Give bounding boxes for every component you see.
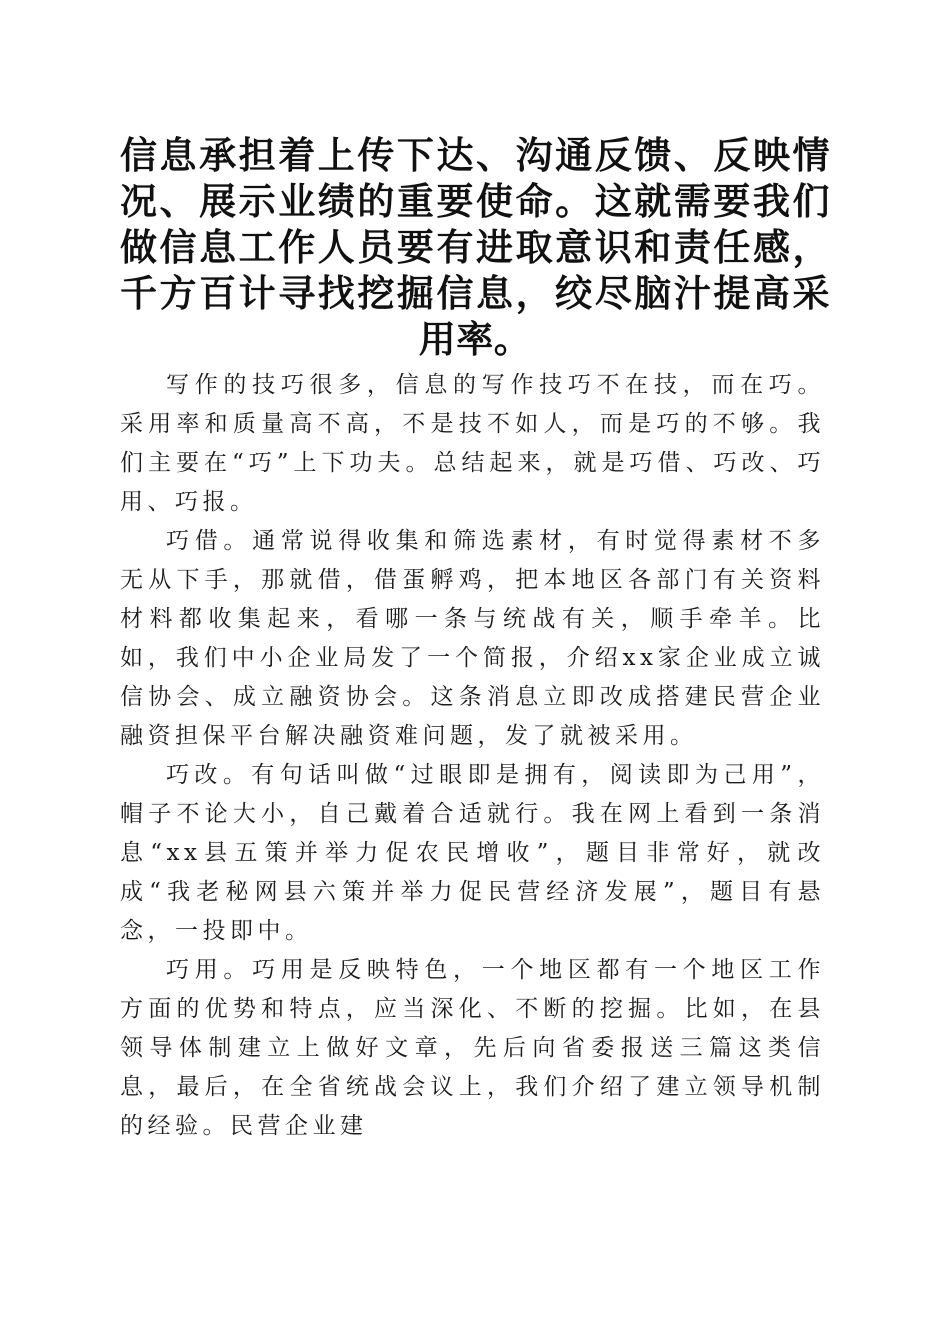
paragraph-adapt: 巧改。有句话叫做“过眼即是拥有，阅读即为己用”，帽子不论大小，自己戴着合适就行。我在网上看到一条消息“xx县五策并举力促农民增收”，题目非常好，就改成“我老秘网县六策并举力促民营经济发展”，题目有悬念，一投即中。	[120, 762, 825, 944]
paragraph-intro: 写作的技巧很多，信息的写作技巧不在技，而在巧。采用率和质量高不高，不是技不如人，而是巧的不够。我们主要在“巧”上下功夫。总结起来，就是巧借、巧改、巧用、巧报。	[120, 372, 825, 515]
paragraph-borrow: 巧借。通常说得收集和筛选素材，有时觉得素材不多无从下手，那就借，借蛋孵鸡，把本地区各部门有关资料材料都收集起来，看哪一条与统战有关，顺手牵羊。比如，我们中小企业局发了一个简报，介绍xx家企业成立诚信协会、成立融资协会。这条消息立即改成搭建民营企业融资担保平台解决融资难问题，发了就被采用。	[120, 528, 825, 749]
paragraph-use: 巧用。巧用是反映特色，一个地区都有一个地区工作方面的优势和特点，应当深化、不断的挖掘。比如，在县领导体制建立上做好文章，先后向省委报送三篇这类信息，最后，在全省统战会议上，我们介绍了建立领导机制的经验。民营企业建	[120, 957, 825, 1139]
document-title: 信息承担着上传下达、沟通反馈、反映情况、展示业绩的重要使命。这就需要我们做信息工作人员要有进取意识和责任感，千方百计寻找挖掘信息，绞尽脑汁提高采用率。	[120, 133, 830, 361]
document-body	[120, 366, 825, 1146]
